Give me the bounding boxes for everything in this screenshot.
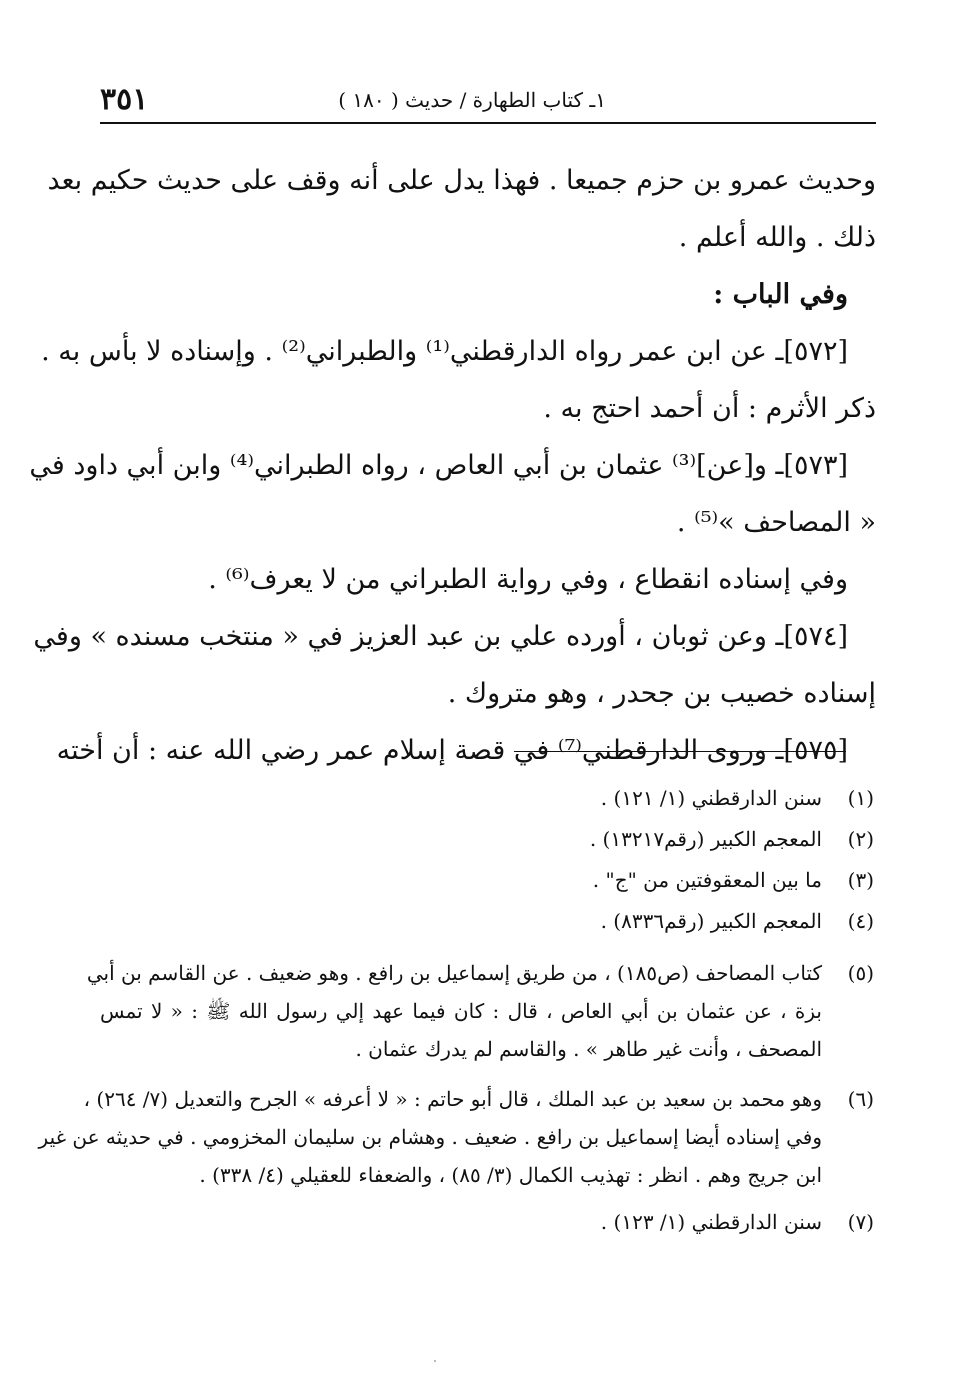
page-number: ٣٥١ <box>100 82 149 117</box>
footnote-number: (٣) <box>847 868 874 892</box>
footnotes <box>38 778 874 1243</box>
running-title: ١ـ كتاب الطهارة / حديث ( ١٨٠ ) <box>338 88 606 112</box>
text-line: ذكر الأثرم : أن أحمد احتج به . <box>543 393 876 424</box>
footnote-item <box>100 901 874 942</box>
footnote-item <box>100 860 874 901</box>
footnote-text: كتاب المصاحف (ص١٨٥) ، من طريق إسماعيل بن رافع . وهو ضعيف . عن القاسم بن أبي <box>86 961 822 985</box>
footnote-text: ما بين المعقوفتين من "ج" . <box>592 868 822 892</box>
section-heading: وفي الباب : <box>713 279 848 310</box>
footnote-text: ابن جريج وهم . انظر : تهذيب الكمال (٣/ ٨٥) ، والضعفاء للعقيلي (٤/ ٣٣٨) . <box>199 1163 822 1187</box>
footnote-text: المعجم الكبير (رقم٨٣٣٦) . <box>600 909 822 933</box>
footnote-item <box>100 819 874 860</box>
footnote-item <box>100 778 874 819</box>
footnote-text: سنن الدارقطني (١/ ١٢٣) . <box>600 1210 822 1234</box>
hadith-entry: [٥٧٢]ـ عن ابن عمر رواه الدارقطني⁽¹⁾ والطبراني⁽²⁾ . وإسناده لا بأس به . <box>41 336 848 367</box>
text-line: وحديث عمرو بن حزم جميعا . فهذا يدل على أنه وقف على حديث حكيم بعد <box>47 165 876 196</box>
hadith-entry: [٥٧٥]ـ وروى الدارقطني⁽⁷⁾ في قصة إسلام عمر رضي الله عنه : أن أخته <box>56 735 848 766</box>
hadith-entry: [٥٧٣]ـ و[عن]⁽³⁾ عثمان بن أبي العاص ، رواه الطبراني⁽⁴⁾ وابن أبي داود في <box>29 450 848 481</box>
footnote-item <box>38 1080 874 1194</box>
footnote-text: المصحف ، وأنت غير طاهر » . والقاسم لم يدرك عثمان . <box>355 1037 822 1061</box>
main-text <box>29 152 876 779</box>
scan-speck <box>434 1360 436 1362</box>
hadith-entry: [٥٧٤]ـ وعن ثوبان ، أورده علي بن عبد العزيز في « منتخب مسنده » وفي <box>33 621 848 652</box>
footnote-number: (٧) <box>847 1210 874 1234</box>
footnote-text: سنن الدارقطني (١/ ١٢١) . <box>600 786 822 810</box>
footnote-number: (٢) <box>847 827 874 851</box>
footnote-item <box>100 1202 874 1243</box>
text-line: وفي إسناده انقطاع ، وفي رواية الطبراني من لا يعرف⁽⁶⁾ . <box>208 564 848 595</box>
footnote-separator <box>514 751 846 752</box>
footnote-number: (٤) <box>847 909 874 933</box>
footnote-number: (٥) <box>847 961 874 985</box>
footnote-text: المعجم الكبير (رقم١٣٢١٧) . <box>589 827 822 851</box>
text-line: « المصاحف »⁽⁵⁾ . <box>676 507 876 538</box>
footnote-number: (١) <box>847 786 874 810</box>
footnote-number: (٦) <box>847 1087 874 1111</box>
text-line: ذلك . والله أعلم . <box>678 222 876 253</box>
footnote-text: وفي إسناده أيضا إسماعيل بن رافع . ضعيف . وهشام بن سليمان المخزومي . في حديثه عن غير <box>38 1125 822 1149</box>
footnote-item <box>86 954 874 1068</box>
footnote-text: وهو محمد بن سعيد بن عبد الملك ، قال أبو حاتم : « لا أعرفه » الجرح والتعديل (٧/ ٢٦٤) ، <box>83 1087 822 1111</box>
page-header <box>100 80 876 124</box>
text-line: إسناده خصيب بن جحدر ، وهو متروك . <box>447 678 876 709</box>
footnote-text: بزة ، عن عثمان بن أبي العاص ، قال : كان فيما عهد إلي رسول الله ﷺ : « لا تمس <box>100 999 822 1023</box>
